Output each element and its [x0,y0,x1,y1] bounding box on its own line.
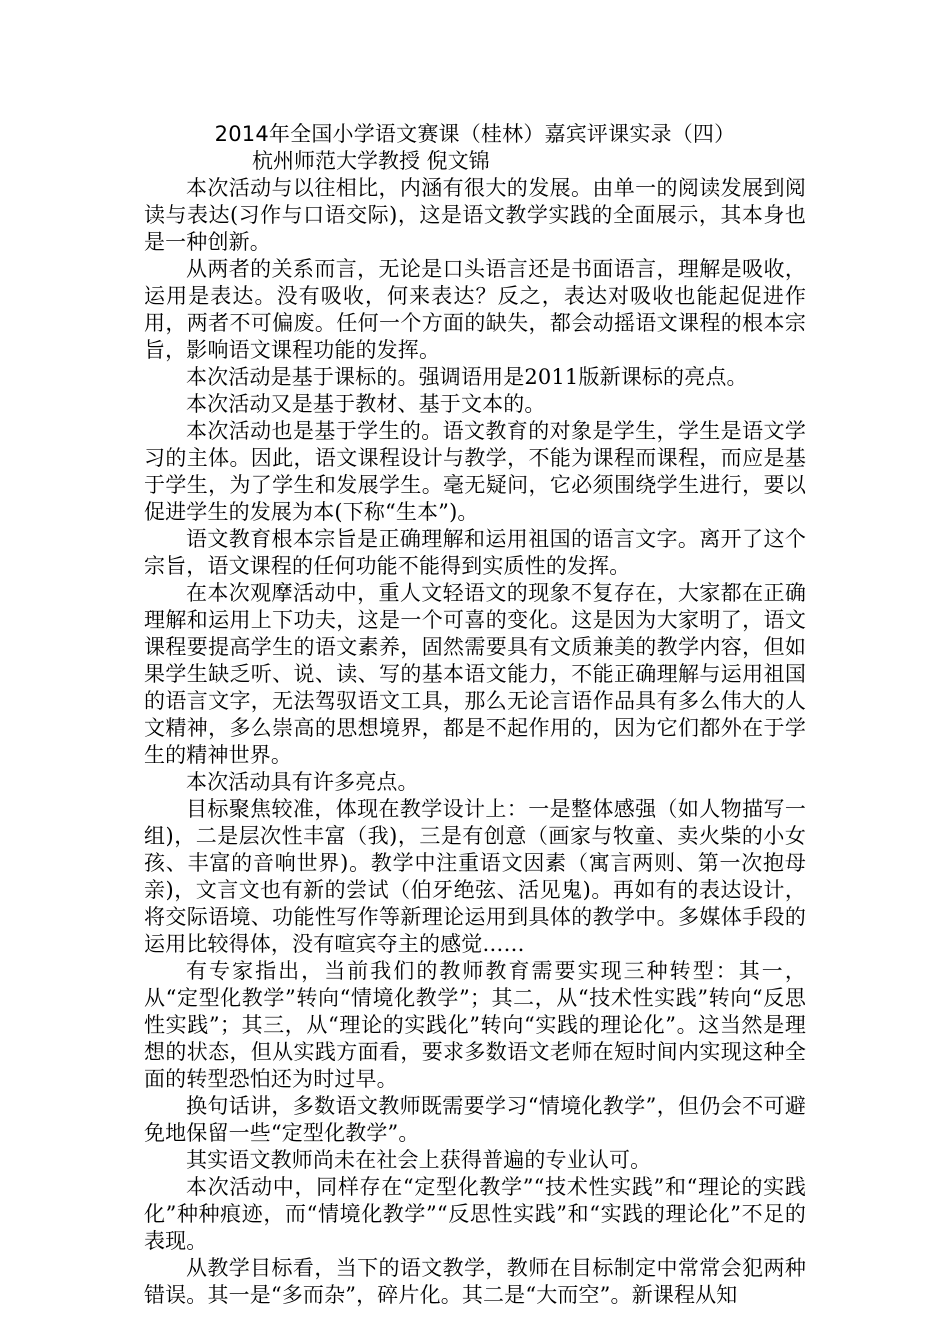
paragraph-13: 本次活动中，同样存在“定型化教学”“技术性实践”和“理论的实践化”种种痕迹，而“情境化教学”“反思性实践”和“实践的理论化”不足的表现。 [144,1175,806,1253]
paragraph-1: 本次活动与以往相比，内涵有很大的发展。由单一的阅读发展到阅读与表达(习作与口语交际)，这是语文教学实践的全面展示，其本身也是一种创新。 [144,176,806,254]
document-page [144,120,806,1309]
paragraph-12: 其实语文教师尚未在社会上获得普遍的专业认可。 [186,1148,652,1172]
document-author: 杭州师范大学教授 倪文锦 [252,149,490,173]
paragraph-10: 有专家指出，当前我们的教师教育需要实现三种转型：其一，从“定型化教学”转向“情境化教学”；其二，从“技术性实践”转向“反思性实践”；其三，从“理论的实践化”转向“实践的理论化”。这当然是理想的状态，但从实践方面看，要求多数语文老师在短时间内实现这种全面的转型恐怕还为时过早。 [144,959,806,1091]
paragraph-11: 换句话讲，多数语文教师既需要学习“情境化教学”，但仍会不可避免地保留一些“定型化教学”。 [144,1094,806,1145]
paragraph-4: 本次活动又是基于教材、基于文本的。 [186,392,546,416]
document-title: 2014年全国小学语文赛课（桂林）嘉宾评课实录（四） [214,122,736,146]
paragraph-9: 目标聚焦较准，体现在教学设计上：一是整体感强（如人物描写一组)，二是层次性丰富（我)，三是有创意（画家与牧童、卖火柴的小女孩、丰富的音响世界)。教学中注重语文因素（寓言两则、第一次抱母亲)，文言文也有新的尝试（伯牙绝弦、活见鬼)。再如有的表达设计，将交际语境、功能性写作等新理论运用到具体的教学中。多媒体手段的运用比较得体，没有喧宾夺主的感觉…… [144,797,806,956]
paragraph-2: 从两者的关系而言，无论是口头语言还是书面语言，理解是吸收，运用是表达。没有吸收，何来表达？反之，表达对吸收也能起促进作用，两者不可偏废。任何一个方面的缺失，都会动摇语文课程的根本宗旨，影响语文课程功能的发挥。 [144,257,806,362]
paragraph-5: 本次活动也是基于学生的。语文教育的对象是学生，学生是语文学习的主体。因此，语文课程设计与教学，不能为课程而课程，而应是基于学生，为了学生和发展学生。毫无疑问，它必须围绕学生进行，要以促进学生的发展为本(下称“生本”)。 [144,419,806,524]
paragraph-7: 在本次观摩活动中，重人文轻语文的现象不复存在，大家都在正确理解和运用上下功夫，这是一个可喜的变化。这是因为大家明了，语文课程要提高学生的语文素养，固然需要具有文质兼美的教学内容，但如果学生缺乏听、说、读、写的基本语文能力，不能正确理解与运用祖国的语言文字，无法驾驭语文工具，那么无论言语作品具有多么伟大的人文精神，多么崇高的思想境界，都是不起作用的，因为它们都外在于学生的精神世界。 [144,581,806,767]
paragraph-3: 本次活动是基于课标的。强调语用是2011版新课标的亮点。 [186,365,748,389]
paragraph-14: 从教学目标看，当下的语文教学，教师在目标制定中常常会犯两种错误。其一是“多而杂”，碎片化。其二是“大而空”。新课程从知 [144,1256,806,1307]
paragraph-6: 语文教育根本宗旨是正确理解和运用祖国的语言文字。离开了这个宗旨，语文课程的任何功能不能得到实质性的发挥。 [144,527,806,578]
paragraph-8: 本次活动具有许多亮点。 [186,770,419,794]
